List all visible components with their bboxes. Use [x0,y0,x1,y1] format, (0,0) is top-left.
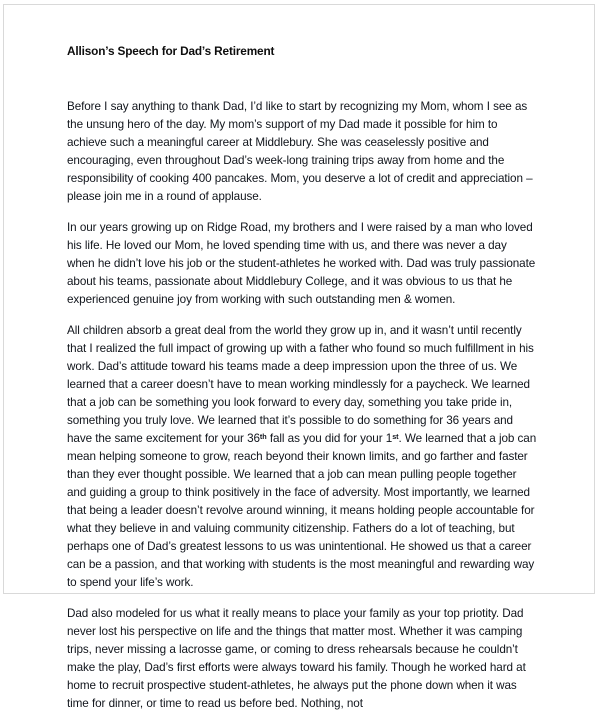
page-title: Allison’s Speech for Dad’s Retirement [67,44,275,58]
document-page [3,4,595,711]
ordinal-superscript: th [259,432,267,442]
ordinal-superscript: st [392,432,399,442]
paragraph-4: Dad also modeled for us what it really means to place your family as your top priotity. Dad never lost his perspective on life and the things that matter most. Whether it was camping trips, never missing a lacrosse game, or coming to dress rehearsals because he couldn’t make the play, Dad’s first efforts were always toward his family. Though he worked hard at home to recruit prospective student-athletes, he always put the phone down when it was time for dinner, or time to read us before bed. Nothing, not [67,607,526,711]
paragraph-2: In our years growing up on Ridge Road, my brothers and I were raised by a man who loved his life. He loved our Mom, he loved spending time with us, and there was never a day when he didn’t love his job or the student-athletes he worked with. Dad was truly passionate about his teams, passionate about Middlebury College, and it was obvious to us that he experienced genuine joy from working with such outstanding men & women. [67,221,536,307]
document-body [67,43,537,713]
paragraph-3: All children absorb a great deal from the world they grow up in, and it wasn’t until recently that I realized the full impact of growing up with a father who found so much fulfillment in his work. Dad’s attitude toward his teams made a deep impression upon the three of us. We learned that a career doesn’t have to mean working mindlessly for a paycheck. We learned that a job can be something you look forward to every day, something you take pride in, something you truly love. We learned that it’s possible to do something for 36 years and have the same excitement for your 36th fall as you did for your 1st. We learned that a job can mean helping someone to grow, reach beyond their known limits, and go farther and faster than they ever thought possible. We learned that a job can mean pulling people together and guiding a group to think positively in the face of adversity. Most importantly, we learned that being a leader doesn’t revolve around winning, it means holding people accountable for what they believe in and valuing community citizenship. Fathers do a lot of teaching, but perhaps one of Dad’s greatest lessons to us was unintentional. He showed us that a career can be a passion, and that working with students is the most meaningful and rewarding way to spend your life’s work. [67,324,537,589]
paragraph-1: Before I say anything to thank Dad, I’d like to start by recognizing my Mom, whom I see as the unsung hero of the day. My mom’s support of my Dad made it possible for him to achieve such a meaningful career at Middlebury. She was ceaselessly positive and encouraging, even throughout Dad’s week-long training trips away from home and the responsibility of cooking 400 pancakes. Mom, you deserve a lot of credit and appreciation – please join me in a round of applause. [67,100,533,203]
title-spacer [67,60,537,98]
